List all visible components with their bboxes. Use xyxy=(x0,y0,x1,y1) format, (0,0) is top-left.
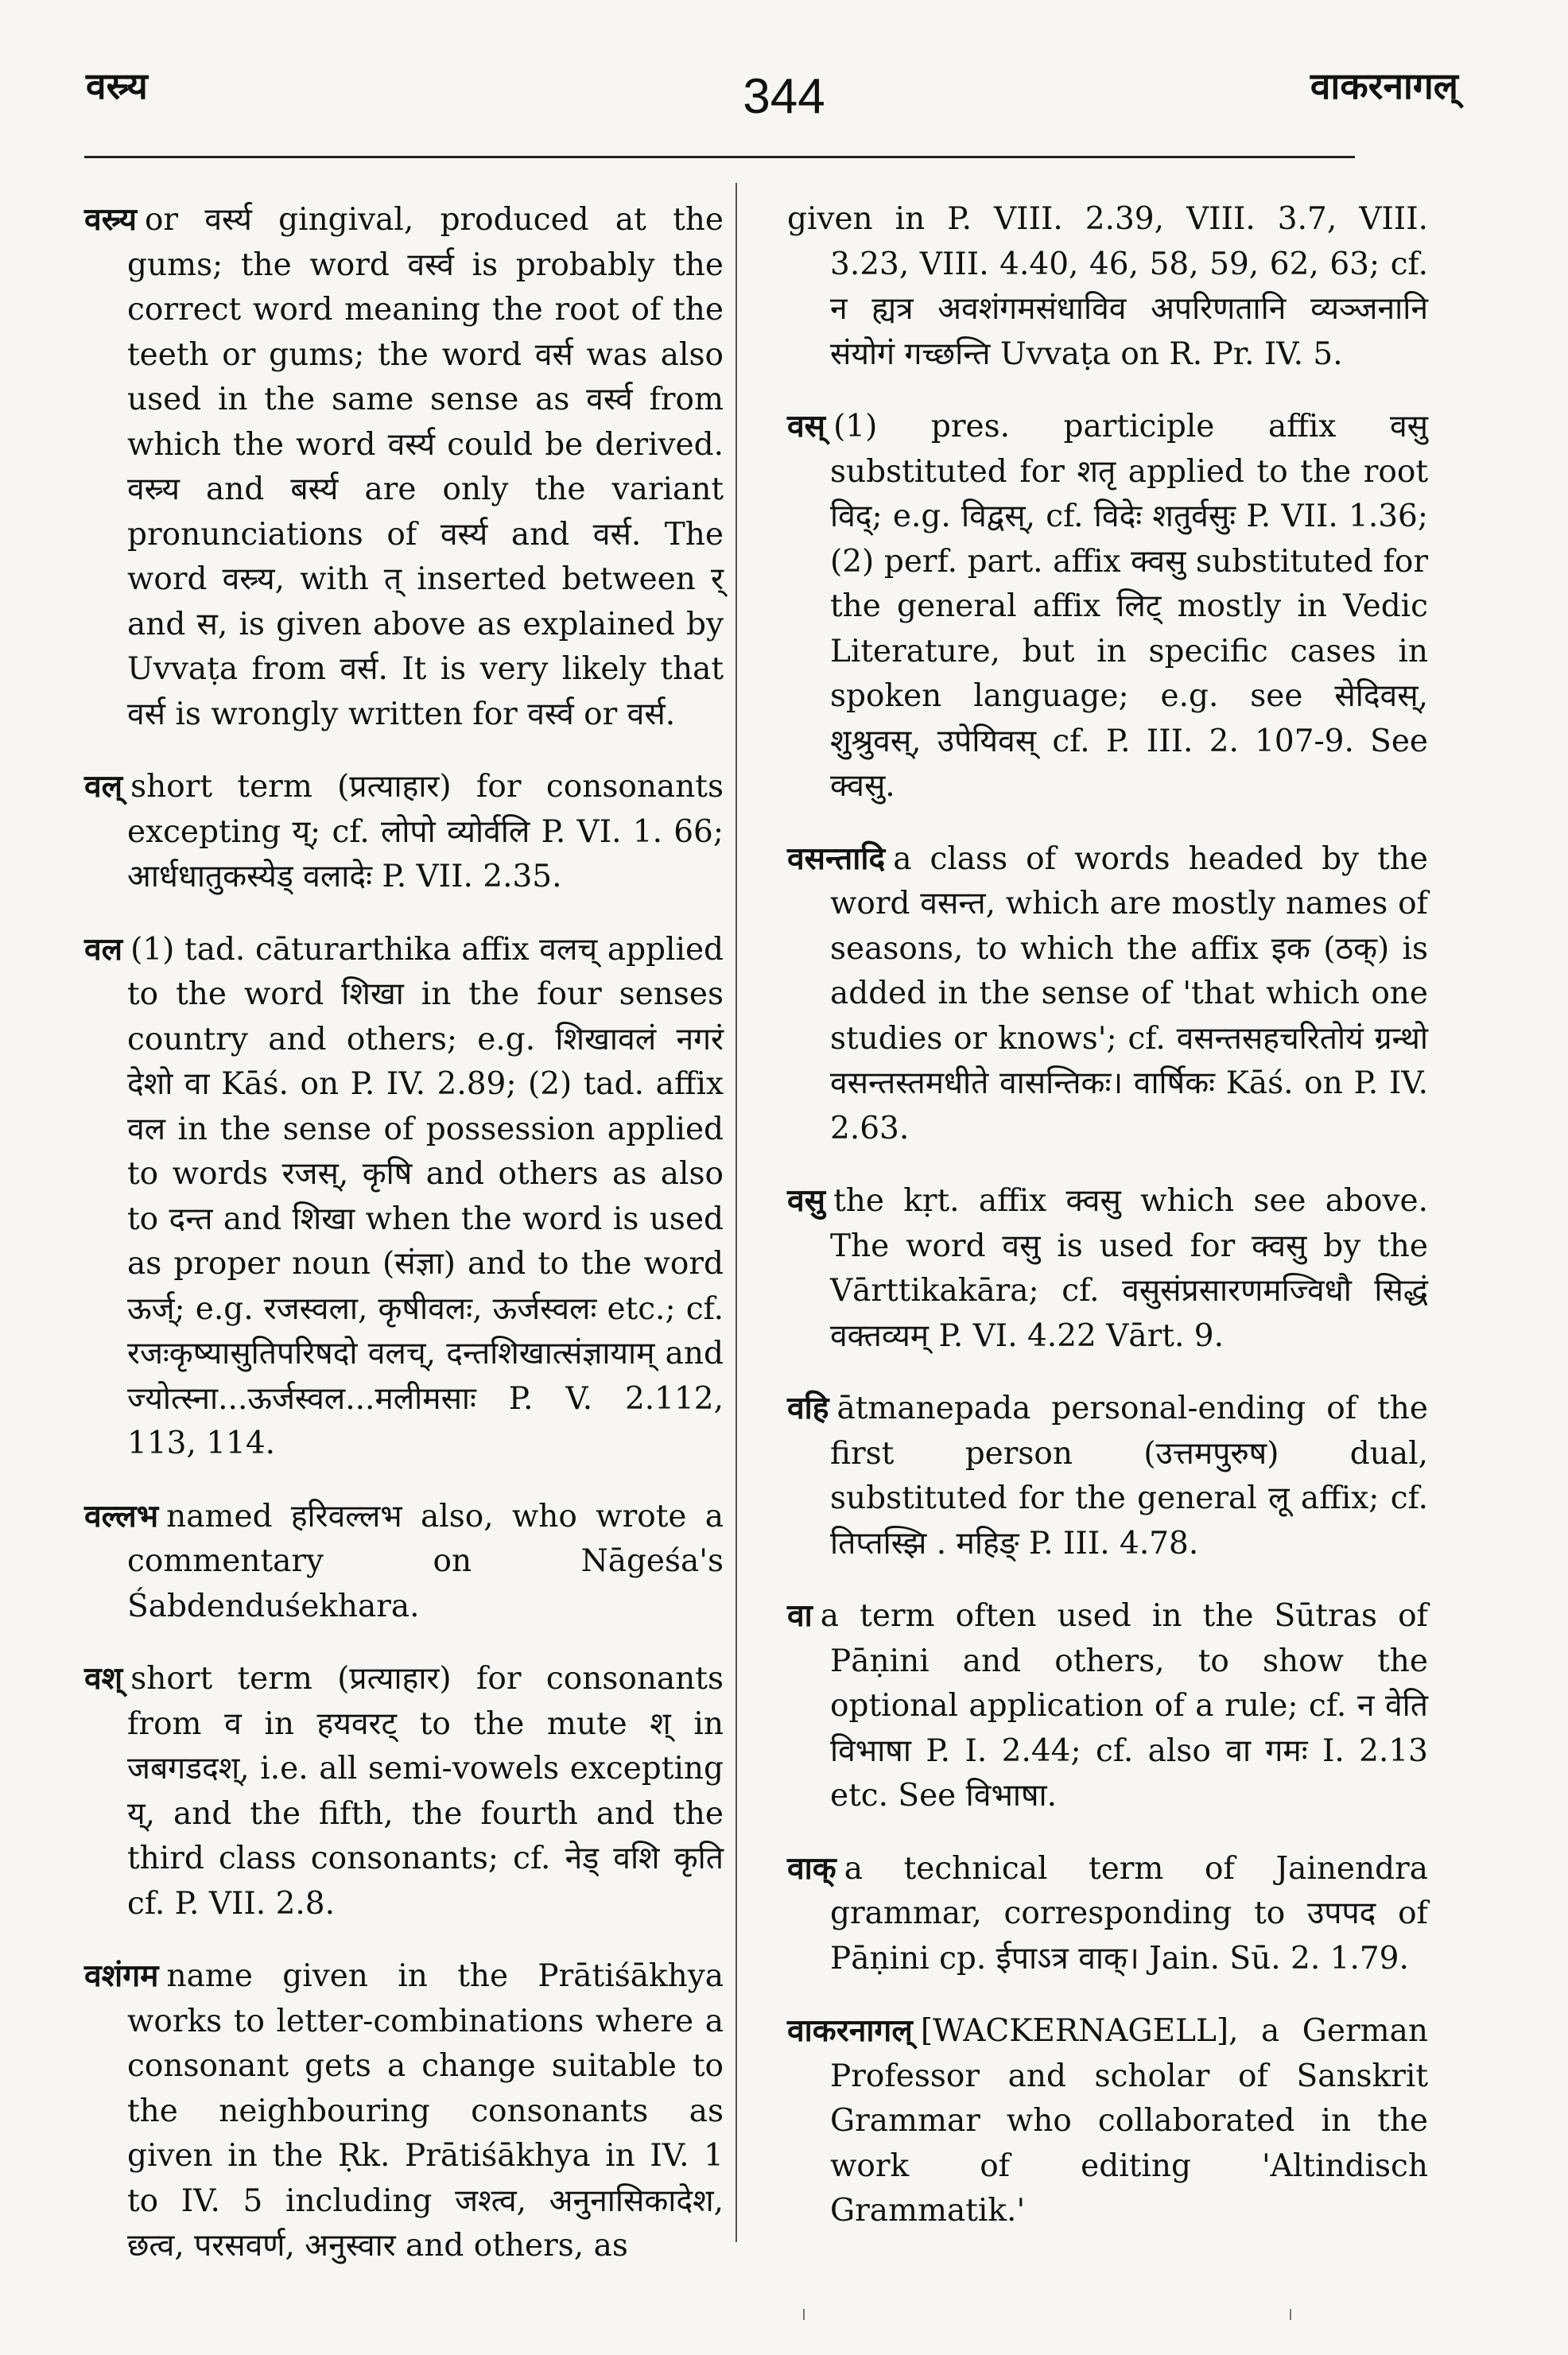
entry-text: name given in the Prātiśākhya works to letter-combinations where a consonant gets a change suitable to the neighbouring consonants as given in the Ṛk. Prātiśākhya in IV. 1 to IV. 5 including जश्त्व, अनुनासिकादेश, छत्व, परसवर्ण, अनुस्वार and others, as xyxy=(127,1958,724,2264)
header-rule xyxy=(84,156,1355,158)
entry-continuation xyxy=(787,197,1428,377)
entry-text: short term (प्रत्याहार) for consonants excepting य्; cf. लोपो व्योर्वलि P. VI. 1. 66; आर्धधातुकस्येड् वलादेः P. VII. 2.35. xyxy=(127,769,724,894)
entry xyxy=(84,764,724,900)
entry xyxy=(787,836,1428,1152)
entry-text: a technical term of Jainendra grammar, corresponding to उपपद of Pāṇini cp. ईपाऽत्र वाक्। Jain. Sū. 2. 1.79. xyxy=(830,1850,1428,1977)
entry xyxy=(787,1386,1428,1566)
bottom-mark-left xyxy=(803,2309,805,2320)
entry xyxy=(787,1178,1428,1359)
entry-text: ātmanepada personal-ending of the first person (उत्तमपुरुष) dual, substituted for the general लू affix; cf. तिप्तस्झि . महिङ् P. III. 4.78. xyxy=(830,1391,1428,1562)
entry-text: the kṛt. affix क्वसु which see above. The word वसु is used for क्वसु by the Vārttikakāra; cf. वसुसंप्रसारणमज्विधौ सिद्धं वक्तव्यम् P. VI. 4.22 Vārt. 9. xyxy=(830,1183,1428,1354)
entry-text: or वर्स्य gingival, produced at the gums; the word वर्स्व is probably the correct word meaning the root of the teeth or gums; the word वर्स was also used in the same sense as वर्स्व from which the word वर्स्य could be derived. वस्र्य and बर्स्य are only the variant pronunciations of वर्स्य and वर्स. The word वस्र्य, with त् inserted between र् and स, is given above as explained by Uvvaṭa from वर्स. It is very likely that वर्स is wrongly written for वर्स्व or वर्स. xyxy=(127,202,724,732)
headword: वहि xyxy=(787,1390,829,1426)
headword: वाक् xyxy=(787,1849,836,1887)
headword: वाकरनागल् xyxy=(787,2012,913,2049)
entry-text: given in P. VIII. 2.39, VIII. 3.7, VIII. 3.23, VIII. 4.40, 46, 58, 59, 62, 63; cf. न ह्यत्र अवशंगमसंधाविव अपरिणतानि व्यञ्जनानि संयोगं गच्छन्ति Uvvaṭa on R. Pr. IV. 5. xyxy=(787,201,1428,372)
headword: वसन्तादि xyxy=(787,840,886,877)
column-divider xyxy=(735,183,737,2242)
page-number: 344 xyxy=(743,69,825,124)
headword: वल् xyxy=(84,768,123,805)
entry xyxy=(84,197,724,737)
entry-text: [WACKERNAGELL], a German Professor and scholar of Sanskrit Grammar who collaborated in the work of editing 'Altindisch Grammatik.' xyxy=(830,2013,1428,2229)
entry xyxy=(787,1846,1428,1982)
right-column xyxy=(787,197,1428,2261)
headword: वशंगम xyxy=(84,1957,159,1994)
bottom-mark-right xyxy=(1290,2309,1291,2320)
entry xyxy=(84,1656,724,1926)
entry xyxy=(787,2008,1428,2234)
entry xyxy=(84,1953,724,2269)
entry-text: (1) pres. participle affix वसु substituted for शतृ applied to the root विद्; e.g. विद्वस्, cf. विदेः शतुर्वसुः P. VII. 1.36; (2) perf. part. affix क्वसु substituted for the general affix लिट् mostly in Vedic Literature, but in specific cases in spoken language; e.g. see सेदिवस्, शुश्रुवस्, उपेयिवस् cf. P. III. 2. 107-9. See क्वसु. xyxy=(830,409,1428,804)
headword: वल xyxy=(84,930,123,968)
headword: वस्र्य xyxy=(84,201,137,238)
entry-text: short term (प्रत्याहार) for consonants from व in हयवरट् to the mute श् in जबगडदश्, i.e. all semi-vowels excepting य्, and the fifth, the fourth and the third class consonants; cf. नेड् वशि कृति cf. P. VII. 2.8. xyxy=(127,1661,724,1922)
entry xyxy=(84,1494,724,1630)
headword: वसु xyxy=(787,1182,826,1219)
headword: वल्लभ xyxy=(84,1497,159,1534)
entry-text: (1) tad. cāturarthika affix वलच् applied to the word शिखा in the four senses country and others; e.g. शिखावलं नगरं देशो वा Kāś. on P. IV. 2.89; (2) tad. affix वल in the sense of possession applied to words रजस्, कृषि and others as also to दन्त and शिखा when the word is used as proper noun (संज्ञा) and to the word ऊर्ज्; e.g. रजस्वला, कृषीवलः, ऊर्जस्वलः etc.; cf. रजःकृष्यासुतिपरिषदो वलच्, दन्तशिखात्संज्ञायाम् and ज्योत्स्ना...ऊर्जस्वल...मलीमसाः P. V. 2.112, 113, 114. xyxy=(127,931,724,1461)
left-guideword: वस्र्य xyxy=(86,64,148,107)
entry xyxy=(84,927,724,1467)
right-guideword: वाकरनागल् xyxy=(1310,64,1458,107)
entry xyxy=(787,1593,1428,1819)
left-column xyxy=(84,197,724,2296)
headword: वस् xyxy=(787,408,826,444)
entry-text: named हरिवल्लभ also, who wrote a commentary on Nāgeśa's Śabdenduśekhara. xyxy=(127,1498,724,1624)
entry xyxy=(787,404,1428,809)
entry-text: a class of words headed by the word वसन्त, which are mostly names of seasons, to which the affix इक (ठक्) is added in the sense of 'that which one studies or knows'; cf. वसन्तसहचरितोयं ग्रन्थो वसन्तस्तमधीते वासन्तिकः। वार्षिकः Kāś. on P. IV. 2.63. xyxy=(830,840,1428,1146)
headword: वा xyxy=(787,1597,813,1634)
headword: वश् xyxy=(84,1660,123,1697)
entry-text: a term often used in the Sūtras of Pāṇini and others, to show the optional application of a rule; cf. न वेति विभाषा P. I. 2.44; cf. also वा गमः I. 2.13 etc. See विभाषा. xyxy=(820,1598,1428,1814)
